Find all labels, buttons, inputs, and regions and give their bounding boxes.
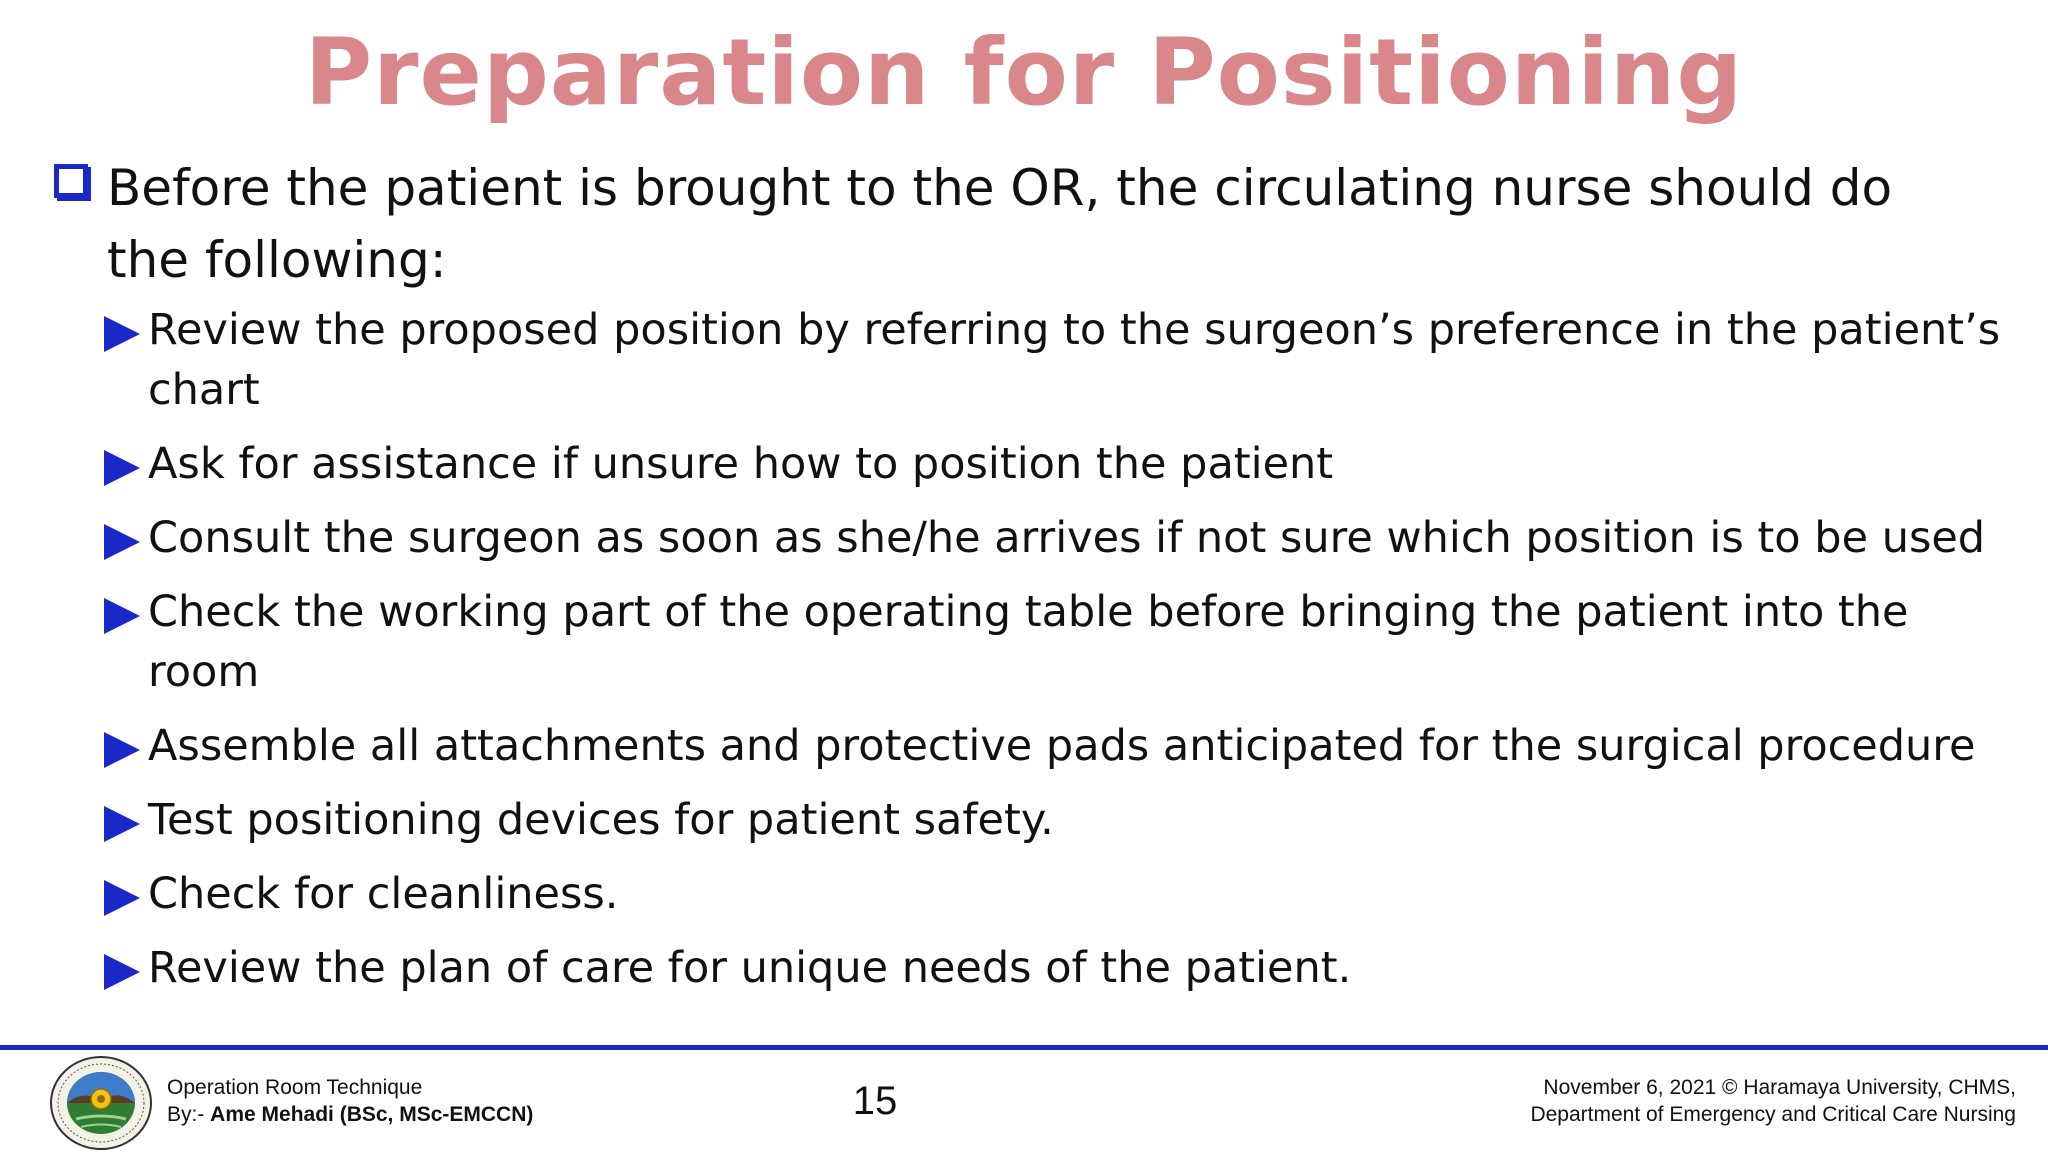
triangle-arrow-icon (104, 598, 140, 634)
bullet-text: Check the working part of the operating table before bringing the patient into the room (148, 587, 1909, 697)
footer-course-info (167, 1074, 533, 1128)
bullet-list (104, 300, 2004, 1012)
list-item (104, 790, 2004, 850)
hollow-square-icon (54, 164, 88, 198)
footer-divider (0, 1045, 2048, 1050)
page-number: 15 (852, 1079, 898, 1123)
course-name: Operation Room Technique (167, 1076, 423, 1099)
triangle-arrow-icon (104, 450, 140, 486)
author-line (167, 1101, 533, 1128)
triangle-arrow-icon (104, 524, 140, 560)
department-name: Department of Emergency and Critical Care Nursing (1530, 1103, 2016, 1126)
lead-text: Before the patient is brought to the OR, the circulating nurse should do the following: (107, 159, 1893, 289)
slide-title: Preparation for Positioning (304, 19, 1744, 126)
list-item (104, 434, 2004, 494)
triangle-arrow-icon (104, 732, 140, 768)
list-item (104, 300, 2004, 420)
date-copyright: November 6, 2021 © Haramaya University, CHMS, (1543, 1076, 2016, 1099)
triangle-arrow-icon (104, 316, 140, 352)
bullet-text: Ask for assistance if unsure how to position the patient (148, 439, 1334, 489)
triangle-arrow-icon (104, 954, 140, 990)
triangle-arrow-icon (104, 880, 140, 916)
list-item (104, 938, 2004, 998)
bullet-text: Check for cleanliness. (148, 869, 619, 919)
bullet-text: Consult the surgeon as soon as she/he arrives if not sure which position is to be used (148, 513, 1986, 563)
bullet-text: Review the plan of care for unique needs of the patient. (148, 943, 1352, 993)
lead-paragraph (52, 152, 1982, 296)
author-prefix: By:- (167, 1103, 211, 1126)
list-item (104, 716, 2004, 776)
list-item (104, 508, 2004, 568)
bullet-text: Test positioning devices for patient safety. (148, 795, 1054, 845)
author-name: Ame Mehadi (BSc, MSc-EMCCN) (210, 1103, 534, 1126)
triangle-arrow-icon (104, 806, 140, 842)
footer-institution-info (1530, 1074, 2016, 1128)
university-logo-icon (48, 1055, 154, 1151)
bullet-text: Review the proposed position by referring to the surgeon’s preference in the patient’s chart (148, 305, 2001, 415)
list-item (104, 582, 2004, 702)
list-item (104, 864, 2004, 924)
bullet-text: Assemble all attachments and protective pads anticipated for the surgical procedure (148, 721, 1976, 771)
